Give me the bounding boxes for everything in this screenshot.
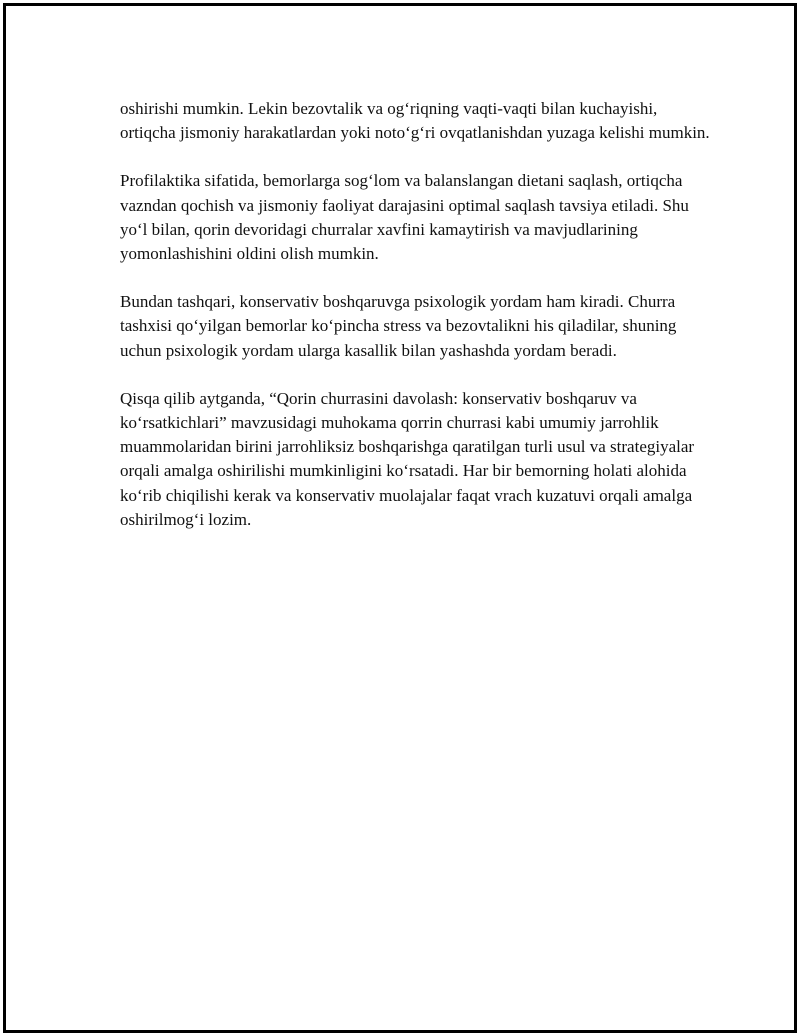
paragraph: Bundan tashqari, konservativ boshqaruvga psixologik yordam ham kiradi. Churra tashxisi qo‘yilgan bemorlar ko‘pincha stress va bezovtalikni his qiladilar, shuning uchun psixologik yordam ularga kasallik bilan yashashda yordam beradi.: [120, 292, 677, 360]
paragraph: Profilaktika sifatida, bemorlarga sog‘lom va balanslangan dietani saqlash, ortiqcha vazndan qochish va jismoniy faoliyat darajasini optimal saqlash tavsiya etiladi. Shu yo‘l bilan, qorin devoridagi churralar xavfini kamaytirish va mavjudlarining yomonlashishini oldini olish mumkin.: [120, 171, 689, 264]
document-page: [3, 3, 797, 1033]
paragraph: Qisqa qilib aytganda, “Qorin churrasini davolash: konservativ boshqaruv va ko‘rsatkichlari” mavzusidagi muhokama qorrin churrasi kabi umumiy jarrohlik muammolaridan birini jarrohliksiz boshqarishga qaratilgan turli usul va strategiyalar orqali amalga oshirilishi mumkinligini ko‘rsatadi. Har bir bemorning holati alohida ko‘rib chiqilishi kerak va konservativ muolajalar faqat vrach kuzatuvi orqali amalga oshirilmog‘i lozim.: [120, 388, 695, 529]
document-body: [120, 97, 710, 556]
paragraph: oshirishi mumkin. Lekin bezovtalik va og‘riqning vaqti-vaqti bilan kuchayishi, ortiqcha jismoniy harakatlardan yoki noto‘g‘ri ovqatlanishdan yuzaga kelishi mumkin.: [120, 99, 710, 143]
